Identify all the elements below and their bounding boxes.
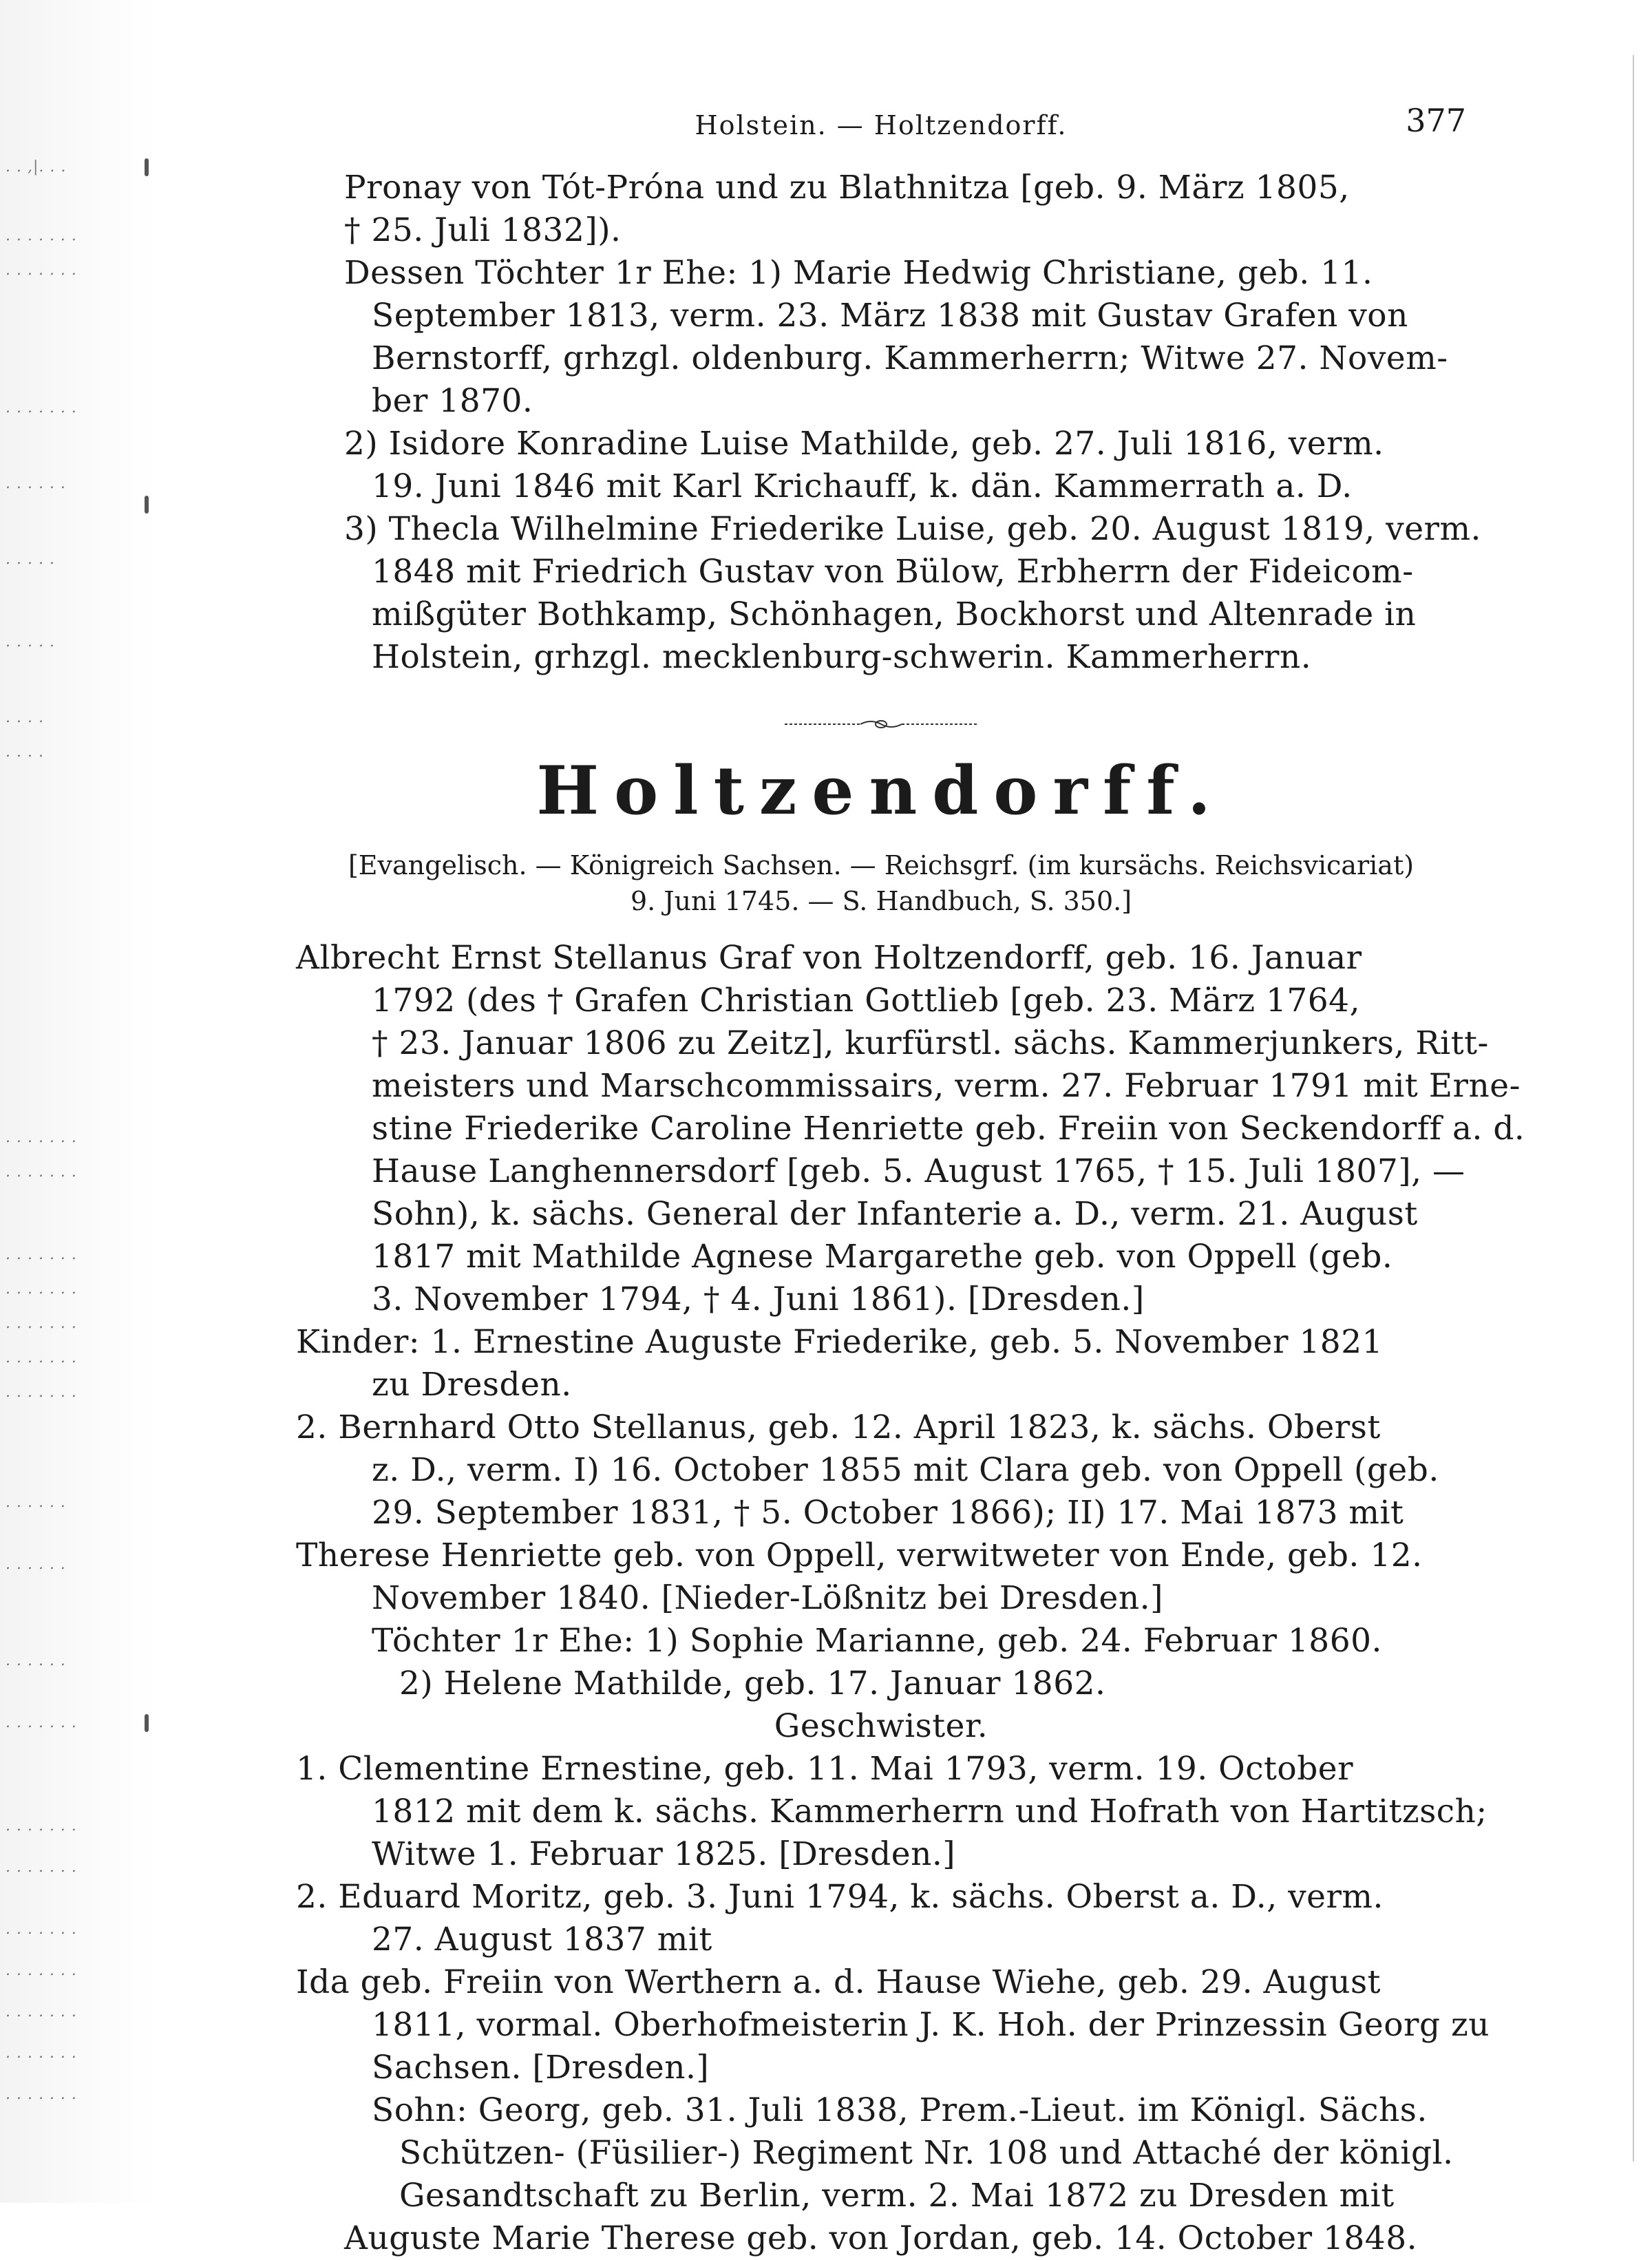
text-line: Pronay von Tót-Próna und zu Blathnitza [geb. 9. März 1805,: [344, 169, 1350, 207]
text-line: September 1813, verm. 23. März 1838 mit Gustav Grafen von: [372, 297, 1408, 335]
text-line: Albrecht Ernst Stellanus Graf von Holtzendorff, geb. 16. Januar: [296, 939, 1362, 977]
facing-page-fragment: . . . .: [6, 709, 44, 726]
text-line: mißgüter Bothkamp, Schönhagen, Bockhorst und Altenrade in: [372, 595, 1417, 633]
facing-page-fragment: . . . . . . .: [6, 1384, 77, 1401]
text-line: 29. September 1831, † 5. October 1866); II) 17. Mai 1873 mit: [372, 1494, 1404, 1532]
text-line: Sachsen. [Dresden.]: [372, 2049, 710, 2087]
text-line: 3. November 1794, † 4. Juni 1861). [Dresden.]: [372, 1280, 1145, 1318]
text-line: 1812 mit dem k. sächs. Kammerherrn und Hofrath von Hartitzsch;: [372, 1793, 1487, 1830]
facing-page-fragment: . . . . . . .: [6, 2045, 77, 2062]
text-line: Witwe 1. Februar 1825. [Dresden.]: [372, 1835, 956, 1873]
facing-page-fragment: . . . .: [6, 743, 44, 761]
facing-page-fragment: . . . . . . .: [6, 1817, 77, 1835]
facing-page-fragment: . . . . . . .: [6, 262, 77, 279]
text-line: 1792 (des † Grafen Christian Gottlieb [geb. 23. März 1764,: [372, 982, 1361, 1020]
text-line: Bernstorff, grhzgl. oldenburg. Kammerherrn; Witwe 27. Novem-: [372, 339, 1448, 377]
page-header: [296, 96, 1466, 151]
text-line: Sohn: Georg, geb. 31. Juli 1838, Prem.-Lieut. im Königl. Sächs.: [372, 2091, 1428, 2129]
facing-page-fragment: . . . . .: [6, 551, 55, 568]
facing-page-fragment: . . . . . .: [6, 1494, 66, 1511]
facing-page-fragment: . . . . . . .: [6, 1246, 77, 1263]
text-line: Kinder: 1. Ernestine Auguste Friederike, geb. 5. November 1821: [296, 1323, 1384, 1361]
text-line: Töchter 1r Ehe: 1) Sophie Marianne, geb. 24. Februar 1860.: [372, 1622, 1382, 1660]
text-line: Ida geb. Freiin von Werthern a. d. Hause Wiehe, geb. 29. August: [296, 1963, 1381, 2001]
text-line: stine Friederike Caroline Henriette geb. Freiin von Seckendorff a. d.: [372, 1110, 1525, 1148]
facing-page-fragment: . . . . .: [6, 633, 55, 651]
text-line: meisters und Marschcommissairs, verm. 27. Februar 1791 mit Erne-: [372, 1067, 1521, 1105]
text-line: 3) Thecla Wilhelmine Friederike Luise, geb. 20. August 1819, verm.: [344, 510, 1481, 548]
text-line: 2) Isidore Konradine Luise Mathilde, geb. 27. Juli 1816, verm.: [344, 425, 1384, 463]
facing-page-fragment: . . . . . .: [6, 1652, 66, 1669]
margin-mark: [145, 496, 149, 514]
text-line: ber 1870.: [372, 382, 533, 420]
text-line: Gesandtschaft zu Berlin, verm. 2. Mai 1872 zu Dresden mit: [399, 2177, 1395, 2215]
text-line: 1. Clementine Ernestine, geb. 11. Mai 1793, verm. 19. October: [296, 1750, 1354, 1788]
text-line: November 1840. [Nieder-Lößnitz bei Dresden.]: [372, 1579, 1163, 1617]
text-line: 2. Bernhard Otto Stellanus, geb. 12. April 1823, k. sächs. Oberst: [296, 1408, 1381, 1446]
text-line: 1848 mit Friedrich Gustav von Bülow, Erbherrn der Fideicom-: [372, 553, 1414, 591]
facing-page-margin: [0, 0, 158, 2203]
family-title: Holtzendorff.: [536, 752, 1226, 830]
facing-page-fragment: . . . . . . .: [6, 399, 77, 416]
text-line: 1811, vormal. Oberhofmeisterin J. K. Hoh. der Prinzessin Georg zu: [372, 2006, 1490, 2044]
text-line: 27. August 1837 mit: [372, 1921, 712, 1958]
family-note: [296, 847, 1466, 919]
rule-ornament-icon: [785, 717, 977, 731]
facing-page-fragment: . . . . . . .: [6, 2086, 77, 2103]
page-number: 377: [1406, 102, 1466, 139]
facing-page-fragment: . . . . . . .: [6, 1129, 77, 1146]
facing-page-fragment: . . ,|. . .: [6, 158, 67, 176]
facing-page-fragment: . . . . . .: [6, 1556, 66, 1573]
text-line: Holstein, grhzgl. mecklenburg-schwerin. Kammerherrn.: [372, 638, 1312, 676]
facing-page-fragment: . . . . . . .: [6, 1859, 77, 1876]
facing-page-fragment: . . . . . . .: [6, 1280, 77, 1298]
facing-page-fragment: . . . . . . .: [6, 227, 77, 244]
facing-page-fragment: . . . . . . .: [6, 1921, 77, 1938]
text-line: Therese Henriette geb. von Oppell, verwitweter von Ende, geb. 12.: [296, 1536, 1423, 1574]
previous-entry: [296, 167, 1481, 679]
section-heading: Geschwister.: [774, 1707, 988, 1745]
text-line: Sohn), k. sächs. General der Infanterie a. D., verm. 21. August: [372, 1195, 1418, 1233]
note-line: [Evangelisch. — Königreich Sachsen. — Reichsgrf. (im kursächs. Reichsvicariat): [348, 850, 1415, 880]
text-line: zu Dresden.: [372, 1366, 572, 1404]
text-line: Dessen Töchter 1r Ehe: 1) Marie Hedwig Christiane, geb. 11.: [344, 254, 1373, 292]
facing-page-fragment: . . . . . . .: [6, 2003, 77, 2020]
facing-page-fragment: . . . . . . .: [6, 1714, 77, 1731]
facing-page-fragment: . . . . . . .: [6, 1315, 77, 1332]
running-head: Holstein. — Holtzendorff.: [695, 110, 1068, 140]
text-line: Schützen- (Füsilier-) Regiment Nr. 108 und Attaché der königl.: [399, 2134, 1454, 2172]
page-edge-rule: [1633, 55, 1634, 2162]
facing-page-fragment: . . . . . . .: [6, 1962, 77, 1979]
facing-page-fragment: . . . . . . .: [6, 1163, 77, 1181]
page-content: [296, 96, 1525, 2260]
facing-page-fragment: . . . . . . .: [6, 1349, 77, 1366]
text-line: 2) Helene Mathilde, geb. 17. Januar 1862.: [399, 1665, 1106, 1702]
text-line: † 25. Juli 1832]).: [344, 211, 622, 249]
text-line: Hause Langhennersdorf [geb. 5. August 1765, † 15. Juli 1807], —: [372, 1152, 1465, 1190]
text-line: Auguste Marie Therese geb. von Jordan, geb. 14. October 1848.: [344, 2219, 1418, 2257]
note-line: 9. Juni 1745. — S. Handbuch, S. 350.]: [630, 886, 1132, 916]
text-line: 2. Eduard Moritz, geb. 3. Juni 1794, k. sächs. Oberst a. D., verm.: [296, 1878, 1384, 1916]
margin-mark: [145, 1714, 149, 1732]
margin-mark: [145, 158, 149, 176]
text-line: 1817 mit Mathilde Agnese Margarethe geb. von Oppell (geb.: [372, 1238, 1393, 1276]
text-line: † 23. Januar 1806 zu Zeitz], kurfürstl. sächs. Kammerjunkers, Ritt-: [372, 1024, 1489, 1062]
text-line: z. D., verm. I) 16. October 1855 mit Clara geb. von Oppell (geb.: [372, 1451, 1439, 1489]
text-line: 19. Juni 1846 mit Karl Krichauff, k. dän. Kammerrath a. D.: [372, 467, 1353, 505]
facing-page-fragment: . . . . . .: [6, 475, 66, 492]
main-entry: [296, 937, 1525, 2260]
